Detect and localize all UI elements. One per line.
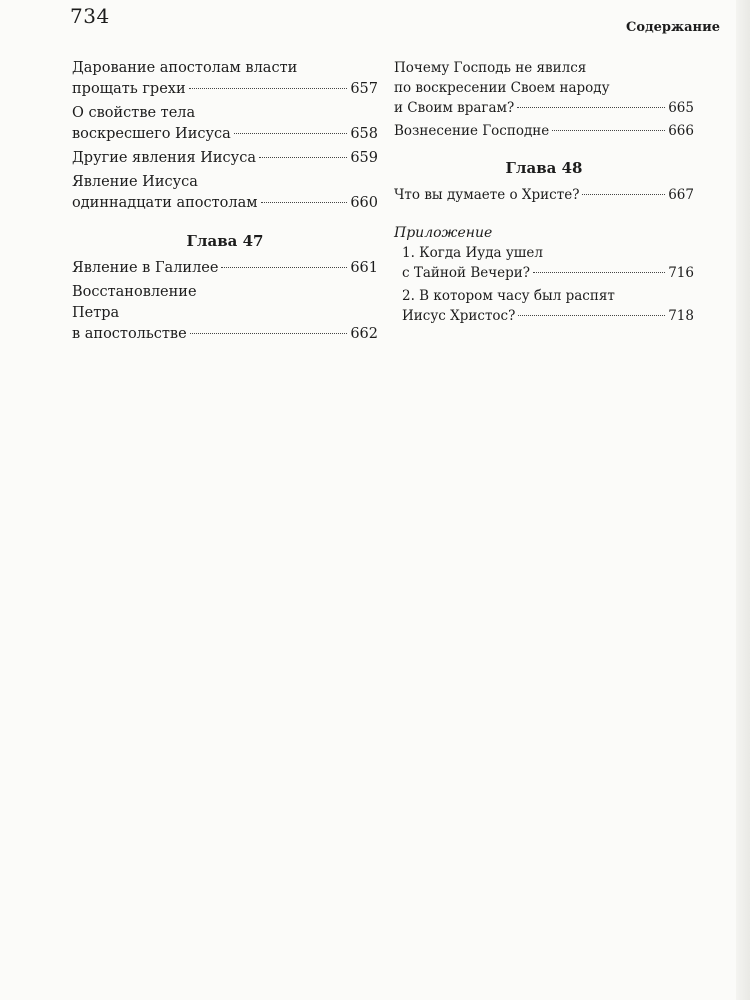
toc-entry-last-line bbox=[72, 79, 378, 100]
toc-column-right bbox=[394, 58, 694, 329]
dot-leader bbox=[259, 157, 347, 158]
toc-group bbox=[394, 58, 694, 141]
toc-entry-title-line: и Своим врагам? bbox=[394, 100, 515, 116]
toc-entry bbox=[394, 185, 694, 205]
toc-entry-last-line bbox=[72, 148, 378, 169]
toc-entry bbox=[402, 243, 694, 283]
toc-entry-last-line bbox=[394, 121, 694, 141]
page-number: 734 bbox=[70, 4, 110, 28]
toc-group bbox=[402, 243, 694, 326]
toc-page-number: 657 bbox=[350, 81, 378, 97]
toc-entry-last-line bbox=[72, 193, 378, 214]
toc-page-number: 666 bbox=[668, 123, 694, 139]
toc-entry bbox=[72, 58, 378, 100]
toc-entry-last-line bbox=[394, 98, 694, 118]
toc-entry bbox=[72, 258, 378, 279]
dot-leader bbox=[517, 107, 665, 108]
dot-leader bbox=[190, 333, 348, 334]
chapter-heading-48: Глава 48 bbox=[505, 159, 583, 177]
appendix-heading: Приложение bbox=[394, 225, 493, 241]
toc-entry-title-line: О свойстве тела bbox=[72, 105, 196, 121]
dot-leader bbox=[221, 267, 347, 268]
dot-leader bbox=[518, 315, 665, 316]
chapter-heading-47: Глава 47 bbox=[186, 232, 264, 250]
toc-entry-title-line: прощать грехи bbox=[72, 81, 186, 97]
toc-entry bbox=[394, 121, 694, 141]
toc-entry bbox=[394, 58, 694, 118]
toc-entry-last-line bbox=[72, 258, 378, 279]
toc-entry-last-line bbox=[72, 324, 378, 345]
dot-leader bbox=[189, 88, 348, 89]
toc-page-number: 667 bbox=[668, 187, 694, 203]
dot-leader bbox=[533, 272, 665, 273]
toc-entry-title-line: Почему Господь не явился bbox=[394, 60, 587, 76]
toc-group bbox=[72, 258, 378, 345]
toc-page-number: 658 bbox=[350, 126, 378, 142]
toc-page-number: 660 bbox=[350, 195, 378, 211]
dot-leader bbox=[582, 194, 665, 195]
toc-group bbox=[72, 58, 378, 214]
toc-page-number: 659 bbox=[350, 150, 378, 166]
toc-entry-title-line: Явление в Галилее bbox=[72, 260, 219, 276]
toc-column-left bbox=[72, 58, 378, 348]
toc-entry-last-line bbox=[402, 263, 694, 283]
toc-entry-title-line: Что вы думаете о Христе? bbox=[394, 187, 580, 203]
toc-entry-title-line: одиннадцати апостолам bbox=[72, 195, 258, 211]
toc-entry-title-line: Восстановление bbox=[72, 284, 197, 300]
toc-page-number: 718 bbox=[668, 308, 694, 324]
toc-entry bbox=[72, 103, 378, 145]
dot-leader bbox=[234, 133, 348, 134]
toc-entry-last-line bbox=[402, 306, 694, 326]
toc-entry-title-line: с Тайной Вечери? bbox=[402, 265, 531, 281]
toc-group bbox=[394, 185, 694, 205]
dot-leader bbox=[552, 130, 665, 131]
toc-entry-title-line: по воскресении Своем народу bbox=[394, 80, 610, 96]
toc-entry bbox=[72, 282, 378, 345]
page-edge bbox=[736, 0, 750, 1000]
toc-entry-title-line: Дарование апостолам власти bbox=[72, 60, 298, 76]
toc-entry-title-line: Другие явления Иисуса bbox=[72, 150, 256, 166]
dot-leader bbox=[261, 202, 348, 203]
toc-entry-last-line bbox=[394, 185, 694, 205]
toc-entry-title-line: Иисус Христос? bbox=[402, 308, 516, 324]
running-title: Содержание bbox=[625, 20, 720, 35]
page-header bbox=[70, 4, 720, 35]
toc-entry-title-line: Явление Иисуса bbox=[72, 174, 198, 190]
toc-entry bbox=[402, 286, 694, 326]
toc-entry-title-line: 2. В котором часу был распят bbox=[402, 288, 615, 304]
toc-entry-title-line: Вознесение Господне bbox=[394, 123, 550, 139]
toc-entry-title-line: в апостольстве bbox=[72, 326, 187, 342]
toc-page-number: 716 bbox=[668, 265, 694, 281]
toc-entry-title-line: воскресшего Иисуса bbox=[72, 126, 231, 142]
toc-entry-last-line bbox=[72, 124, 378, 145]
toc-entry-title-line: 1. Когда Иуда ушел bbox=[402, 245, 543, 261]
toc-page-number: 665 bbox=[668, 100, 694, 116]
toc-page-number: 661 bbox=[350, 260, 378, 276]
toc-entry-title-line: Петра bbox=[72, 305, 120, 321]
toc-entry bbox=[72, 172, 378, 214]
toc-entry bbox=[72, 148, 378, 169]
toc-page-number: 662 bbox=[350, 326, 378, 342]
